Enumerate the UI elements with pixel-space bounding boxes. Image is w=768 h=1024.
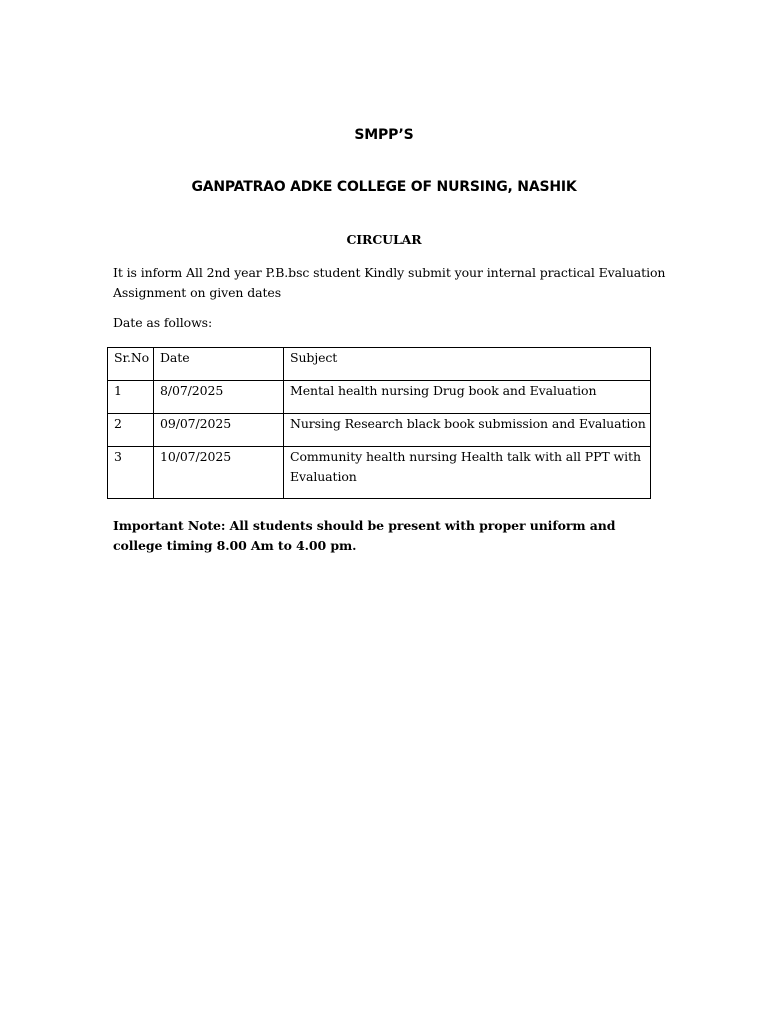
srno-cell: 3 (108, 447, 154, 499)
date-cell: 8/07/2025 (154, 381, 284, 414)
srno-cell: 2 (108, 414, 154, 447)
table-header-row (108, 348, 651, 381)
college-name: GANPATRAO ADKE COLLEGE OF NURSING, NASHIK (191, 179, 577, 195)
organization-short-name: SMPP’S (354, 127, 414, 143)
subject-cell: Community health nursing Health talk with all PPT with Evaluation (284, 447, 651, 499)
dates-intro-text: Date as follows: (113, 315, 213, 330)
subject-cell: Nursing Research black book submission and Evaluation (284, 414, 651, 447)
table-row (108, 414, 651, 447)
intro-paragraph: It is inform All 2nd year P.B.bsc student Kindly submit your internal practical Evaluation Assignment on given dates (113, 265, 666, 300)
header-cell-srno: Sr.No (108, 348, 154, 381)
schedule-table (107, 347, 651, 499)
srno-cell: 1 (108, 381, 154, 414)
header-cell-subject: Subject (284, 348, 651, 381)
table-row (108, 381, 651, 414)
document-title: CIRCULAR (346, 232, 422, 247)
table-row (108, 447, 651, 499)
important-note: Important Note: All students should be present with proper uniform and college timing 8.00 Am to 4.00 pm. (113, 518, 616, 553)
header-cell-date: Date (154, 348, 284, 381)
date-cell: 09/07/2025 (154, 414, 284, 447)
date-cell: 10/07/2025 (154, 447, 284, 499)
subject-cell: Mental health nursing Drug book and Evaluation (284, 381, 651, 414)
